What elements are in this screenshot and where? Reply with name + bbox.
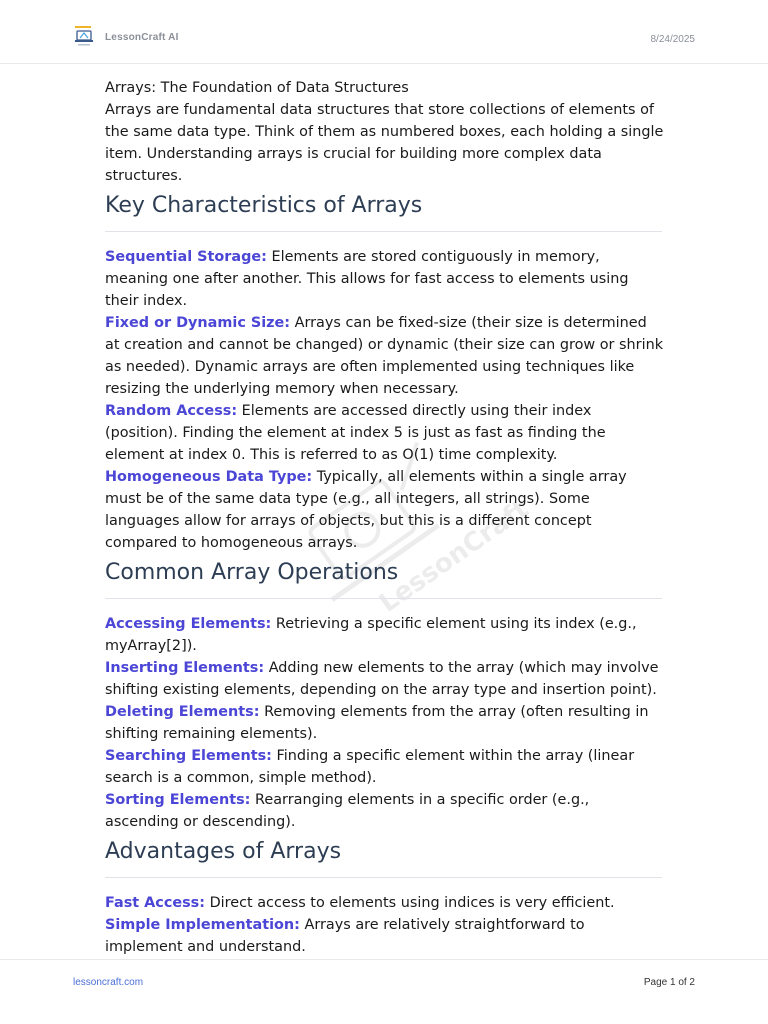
- section-common-operations: [105, 558, 665, 833]
- list-item: [105, 892, 665, 914]
- page-footer: [0, 959, 768, 1024]
- watermark-text: LessonCraft AI: [374, 471, 530, 619]
- section-items: [105, 892, 665, 958]
- item-term: Simple Implementation:: [105, 917, 300, 933]
- list-item: [105, 466, 665, 554]
- item-text: Retrieving a specific element using its index (e.g.,: [271, 616, 637, 632]
- list-item: [105, 701, 665, 745]
- item-term: Inserting Elements:: [105, 660, 265, 676]
- item-text: Elements are stored contiguously in memory, meaning one after another. This allows for fast access to elements using their index.: [105, 249, 629, 309]
- item-term: Homogeneous Data Type:: [105, 469, 313, 485]
- item-term: Fixed or Dynamic Size:: [105, 315, 291, 331]
- brand: [73, 26, 179, 48]
- section-items: [105, 613, 665, 833]
- document-content: [105, 77, 665, 958]
- item-text: Rearranging elements in a specific order (e.g., ascending or descending).: [105, 792, 590, 830]
- item-text: Finding a specific element within the array (linear search is a common, simple method).: [105, 748, 635, 786]
- item-term: Random Access:: [105, 403, 238, 419]
- item-text: Direct access to elements using indices is very efficient.: [205, 895, 615, 911]
- item-term: Fast Access:: [105, 895, 205, 911]
- footer-website-link[interactable]: lessoncraft.com: [73, 977, 144, 988]
- section-key-characteristics: [105, 191, 665, 554]
- brand-name: LessonCraft AI: [105, 31, 179, 43]
- section-heading: Key Characteristics of Arrays: [105, 191, 662, 232]
- item-text: Arrays can be fixed-size (their size is determined at creation and cannot be changed) or dynamic (their size can grow or shrink as needed). Dynamic arrays are often implemented using techniques like resizing the underlying memory when necessary.: [105, 315, 664, 397]
- list-item: [105, 613, 665, 657]
- list-item: [105, 657, 665, 701]
- list-item: [105, 914, 665, 958]
- item-text: Typically, all elements within a single array must be of the same data type (e.g., all integers, all strings). Some languages allow for arrays of objects, but this is a different concept compared to homogeneous arrays.: [105, 469, 627, 551]
- list-item: [105, 246, 665, 312]
- section-items: [105, 246, 665, 554]
- list-item: [105, 312, 665, 400]
- list-item: [105, 400, 665, 466]
- page-header: [0, 0, 768, 64]
- header-date: 8/24/2025: [650, 34, 695, 45]
- item-text: Elements are accessed directly using their index (position). Finding the element at index 5 is just as fast as finding the element at index 0. This is referred to as O(1) time complexity.: [105, 403, 606, 463]
- item-text-after: ).: [186, 638, 197, 654]
- book-laptop-logo-icon: [73, 26, 95, 48]
- list-item: [105, 745, 665, 789]
- item-text: Arrays are relatively straightforward to implement and understand.: [105, 917, 585, 955]
- section-heading: Advantages of Arrays: [105, 837, 662, 878]
- item-text: Removing elements from the array (often resulting in shifting remaining elements).: [105, 704, 649, 742]
- item-term: Sorting Elements:: [105, 792, 251, 808]
- page-number: Page 1 of 2: [643, 977, 695, 988]
- document-title: Arrays: The Foundation of Data Structures: [105, 80, 409, 96]
- item-term: Accessing Elements:: [105, 616, 272, 632]
- inline-code: myArray[2]: [105, 638, 187, 654]
- item-term: Searching Elements:: [105, 748, 272, 764]
- section-advantages: [105, 837, 665, 958]
- item-term: Sequential Storage:: [105, 249, 267, 265]
- item-text: Adding new elements to the array (which may involve shifting existing elements, depending on the array type and insertion point).: [105, 660, 659, 698]
- section-heading: Common Array Operations: [105, 558, 662, 599]
- list-item: [105, 789, 665, 833]
- intro-paragraph: Arrays are fundamental data structures that store collections of elements of the same data type. Think of them as numbered boxes, each holding a single item. Understanding arrays is crucial for building more complex data structures.: [105, 102, 664, 184]
- item-term: Deleting Elements:: [105, 704, 260, 720]
